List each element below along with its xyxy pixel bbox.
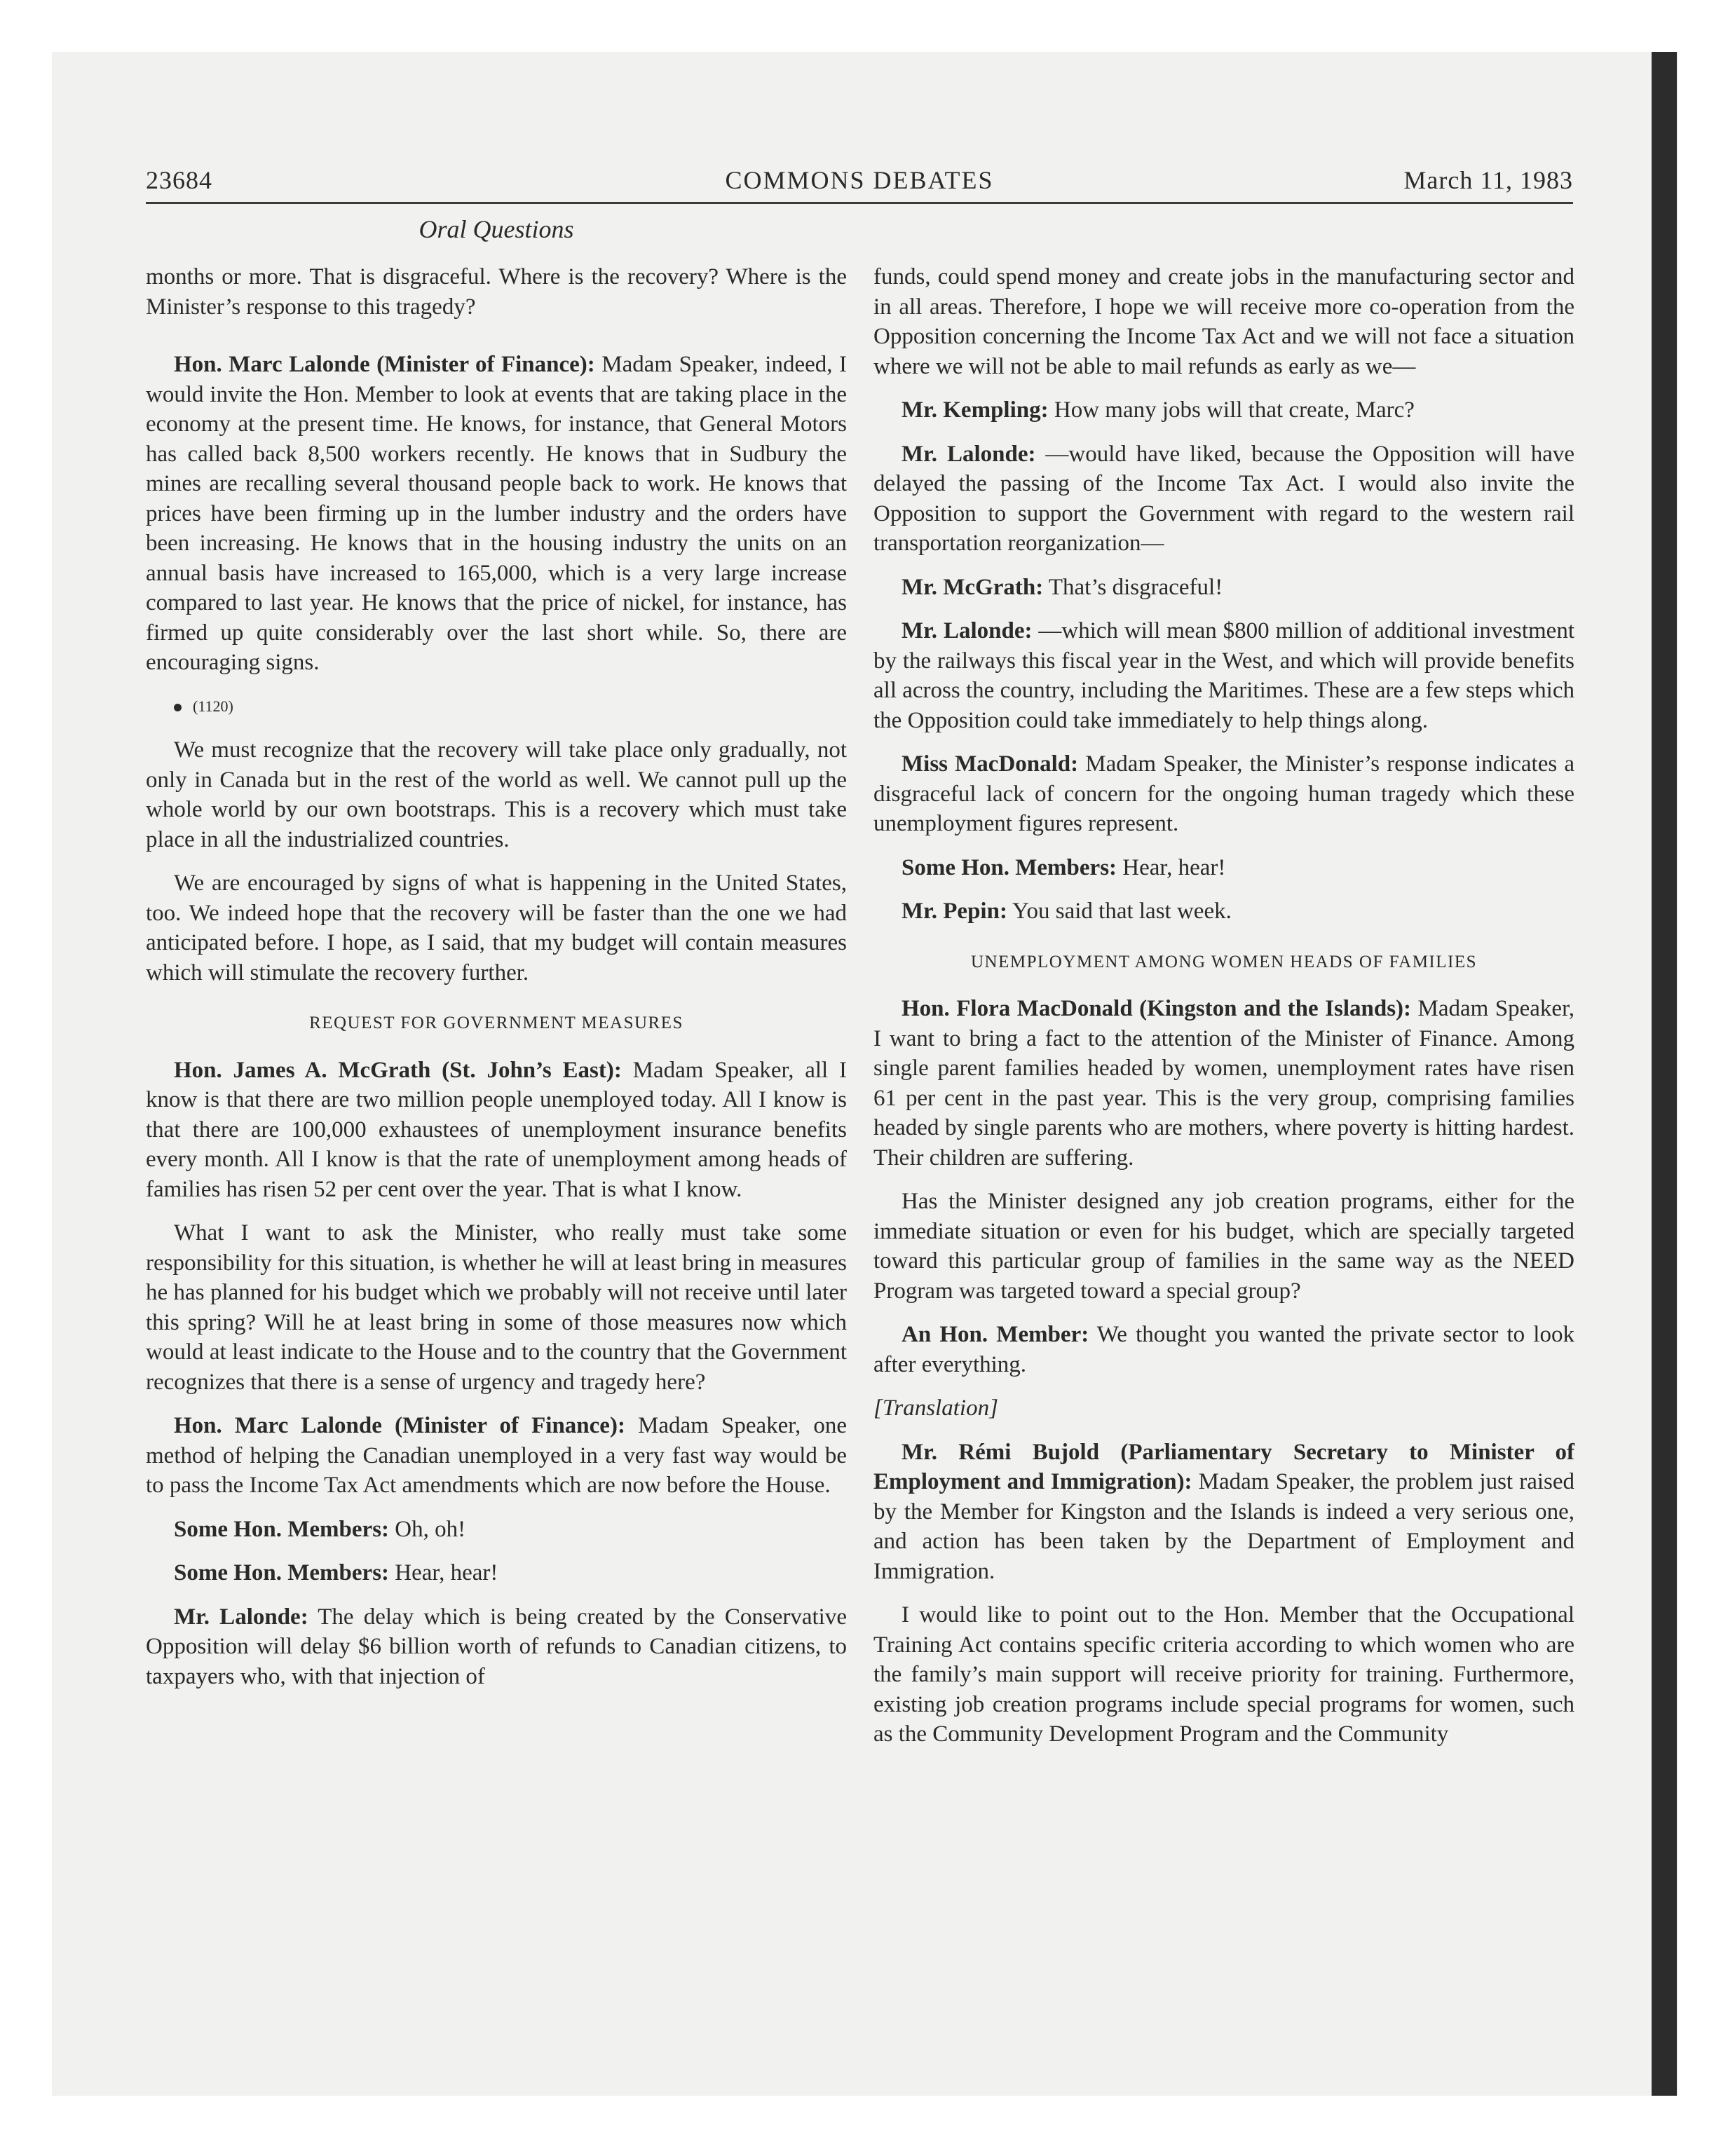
speech-paragraph [873,853,1574,883]
page-header [146,165,1573,200]
speech-paragraph [146,1602,847,1692]
speaker-name: Mr. Lalonde: [901,618,1033,643]
speech-text: Madam Speaker, indeed, I would invite the Hon. Member to look at events that are taking place in the economy at the present time. He knows, for instance, that General Motors has called back 8,500 workers recently. He knows that in Sudbury the mines are recalling several thousand people back to work. He knows that prices have been firming up in the lumber industry and the orders have been increasing. He knows that in the housing industry the units on an annual basis have increased to 165,000, which is a very large increase compared to last year. He knows that the price of nickel, for instance, has firmed up quite considerably over the last short while. So, there are encouraging signs. [146,352,847,675]
paragraph: What I want to ask the Minister, who really must take some responsibility for this situation, is whether he will at least bring in measures he has planned for his budget which we probably will not receive until later this spring? Will he at least bring in some of those measures now which would at least indicate to the House and to the country that the Government recognizes that there is a sense of urgency and tragedy here? [146,1220,847,1395]
speech-text: Madam Speaker, the problem just raised by the Member for Kingston and the Islands is indeed a very serious one, and action has been taken by the Department of Employment and Immigration. [873,1469,1574,1584]
speech-paragraph [873,896,1574,927]
speaker-name: Mr. McGrath: [901,574,1044,600]
speech-text: We thought you wanted the private sector to look after everything. [873,1322,1574,1377]
speech-text: Madam Speaker, I want to bring a fact to the attention of the Minister of Finance. Among single parent families headed by women, unemployment rates have risen 61 per cent in the past year. This is the very group, comprising families headed by single parents who are mothers, where poverty is hitting hardest. Their children are suffering. [873,996,1574,1171]
speaker-name: Some Hon. Members: [174,1516,390,1542]
paragraph: We are encouraged by signs of what is happening in the United States, too. We indeed hope that the recovery will be faster than the one we had anticipated before. I hope, as I said, that my budget will contain measures which will stimulate the recovery further. [146,871,847,985]
speaker-name: Mr. Lalonde: [174,1604,308,1630]
speaker-name: Hon. Marc Lalonde (Minister of Finance): [174,352,595,377]
speech-paragraph [873,994,1574,1173]
scan-edge-shadow [1652,52,1677,2096]
speech-paragraph [873,395,1574,425]
paragraph: I would like to point out to the Hon. Member that the Occupational Training Act contains specific criteria according to which women who are the family’s main support will receive priority for training. Furthermore, existing job creation programs include special programs for women, such as the Community Development Program and the Community [873,1602,1574,1747]
speech-text: You said that last week. [1007,899,1232,924]
speech-paragraph [146,1558,847,1588]
speech-paragraph [146,350,847,678]
speaker-name: An Hon. Member: [901,1322,1089,1347]
page-number: 23684 [146,166,212,194]
speech-text: —would have liked, because the Opposition will have delayed the passing of the Income Tax Act. I would also invite the Opposition to support the Government with regard to the western rail transportation reorganization— [873,441,1574,556]
speaker-name: Some Hon. Members: [901,854,1117,880]
speech-text: Hear, hear! [1117,854,1226,880]
subheading: UNEMPLOYMENT AMONG WOMEN HEADS OF FAMILIES [970,952,1478,971]
speech-text: Madam Speaker, all I know is that there are two million people unemployed today. All I know is that there are 100,000 exhaustees of unemployment insurance benefits every month. All I know is that the rate of unemployment among heads of families has risen 52 per cent over the year. That is what I know. [146,1057,847,1202]
speaker-name: Mr. Rémi Bujold (Parliamentary Secretary to Minister of Employment and Immigration): [873,1439,1574,1494]
speech-paragraph [873,439,1574,559]
speaker-name: Miss MacDonald: [901,751,1079,777]
section-title: Oral Questions [419,215,574,243]
speaker-name: Hon. Marc Lalonde (Minister of Finance): [174,1413,625,1438]
speech-paragraph [146,1411,847,1501]
publication-date: March 11, 1983 [1403,166,1573,194]
right-column [873,262,1574,1763]
speaker-name: Some Hon. Members: [174,1560,390,1585]
speaker-name: Mr. Lalonde: [901,441,1036,467]
speech-text: Madam Speaker, the Minister’s response indicates a disgraceful lack of concern for the ongoing human tragedy which these unemployment figures represent. [873,751,1574,836]
bullet-icon [174,704,182,711]
publication-title: COMMONS DEBATES [725,166,994,194]
speech-text: How many jobs will that create, Marc? [1048,397,1415,423]
speech-paragraph [146,1515,847,1545]
speech-text: Oh, oh! [389,1516,466,1542]
speech-text: Hear, hear! [389,1560,498,1585]
subheading: REQUEST FOR GOVERNMENT MEASURES [309,1014,683,1032]
speech-text: —which will mean $800 million of additional investment by the railways this fiscal year in the West, and which will provide benefits all across the country, including the Maritimes. These are a few steps which the Opposition could take immediately to help things along. [873,618,1574,733]
speaker-name: Mr. Kempling: [901,397,1049,423]
time-marker [146,692,847,722]
speech-paragraph [873,573,1574,603]
paragraph: months or more. That is disgraceful. Where is the recovery? Where is the Minister’s response to this tragedy? [146,264,847,320]
left-column [146,262,847,1705]
paragraph: funds, could spend money and create jobs in the manufacturing sector and in all areas. Therefore, I hope we will receive more co-operation from the Opposition concerning the Income Tax Act and we will not face a situation where we will not be able to mail refunds as early as we— [873,264,1574,379]
translation-marker: [Translation] [873,1396,998,1421]
header-rule [146,202,1573,204]
speaker-name: Mr. Pepin: [901,899,1007,924]
paragraph: We must recognize that the recovery will take place only gradually, not only in Canada but in the rest of the world as well. We cannot pull up the whole world by our own bootstraps. This is a recovery which must take place in all the industrialized countries. [146,737,847,852]
speech-paragraph [873,616,1574,735]
speech-paragraph [873,749,1574,839]
speech-paragraph [873,1438,1574,1587]
speech-paragraph [146,1056,847,1205]
speech-paragraph [873,1320,1574,1379]
speech-text: Madam Speaker, one method of helping the Canadian unemployed in a very fast way would be to pass the Income Tax Act amendments which are now before the House. [146,1413,847,1498]
speaker-name: Hon. James A. McGrath (St. John’s East): [174,1057,622,1083]
paragraph: Has the Minister designed any job creation programs, either for the immediate situation or even for his budget, which are specially targeted toward this particular group of families in the same way as the NEED Program was targeted toward a special group? [873,1189,1574,1304]
speaker-name: Hon. Flora MacDonald (Kingston and the Islands): [901,996,1412,1021]
time-marker-text: (1120) [193,697,233,715]
speech-text: The delay which is being created by the Conservative Opposition will delay $6 billion worth of refunds to Canadian citizens, to taxpayers who, with that injection of [146,1604,847,1689]
speech-text: That’s disgraceful! [1043,574,1223,600]
